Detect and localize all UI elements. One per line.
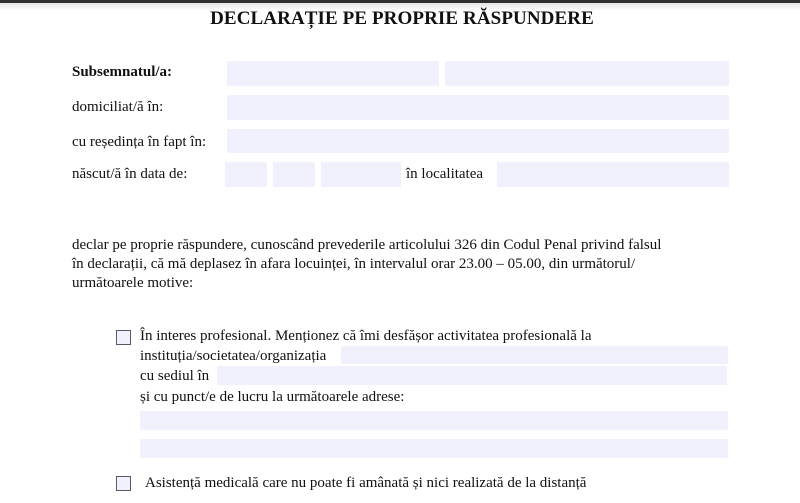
institution-field[interactable] <box>341 346 728 364</box>
domicile-label: domiciliat/ă în: <box>72 99 164 115</box>
medical-reason-label: Asistență medicală care nu poate fi amânată și nici realizată de la distanță <box>145 475 587 491</box>
birth-place-field[interactable] <box>497 162 729 187</box>
workpoint-address-field-2[interactable] <box>140 439 728 458</box>
workpoints-label: și cu punct/e de lucru la următoarele adrese: <box>140 389 405 405</box>
declaration-paragraph <box>72 236 732 293</box>
last-name-field[interactable] <box>227 61 439 86</box>
professional-reason-label: În interes profesional. Menționez că îmi desfășor activitatea profesională la <box>140 328 592 344</box>
first-name-field[interactable] <box>445 61 729 86</box>
name-label: Subsemnatul/a: <box>72 64 173 80</box>
medical-reason-checkbox[interactable] <box>116 476 131 491</box>
headquarters-field[interactable] <box>217 366 727 385</box>
birth-place-label: în localitatea <box>406 166 484 182</box>
birth-month-field[interactable] <box>273 162 315 187</box>
birth-year-field[interactable] <box>321 162 401 187</box>
declaration-line: următoarele motive: <box>72 275 194 291</box>
birth-day-field[interactable] <box>225 162 267 187</box>
professional-reason-checkbox[interactable] <box>116 330 131 345</box>
residence-label: cu reședința în fapt în: <box>72 134 207 150</box>
residence-field[interactable] <box>227 129 729 153</box>
workpoint-address-field-1[interactable] <box>140 411 728 430</box>
declaration-line: în declarații, că mă deplasez în afara locuinței, în intervalul orar 23.00 – 05.00, din următorul/ <box>72 256 636 272</box>
document-title: DECLARAȚIE PE PROPRIE RĂSPUNDERE <box>210 8 594 29</box>
headquarters-label: cu sediul în <box>140 368 210 384</box>
declaration-line: declar pe proprie răspundere, cunoscând prevederile articolului 326 din Codul Penal privind falsul <box>72 237 662 253</box>
birth-date-label: născut/ă în data de: <box>72 166 188 182</box>
domicile-field[interactable] <box>227 95 729 120</box>
institution-label: instituția/societatea/organizația <box>140 348 327 364</box>
